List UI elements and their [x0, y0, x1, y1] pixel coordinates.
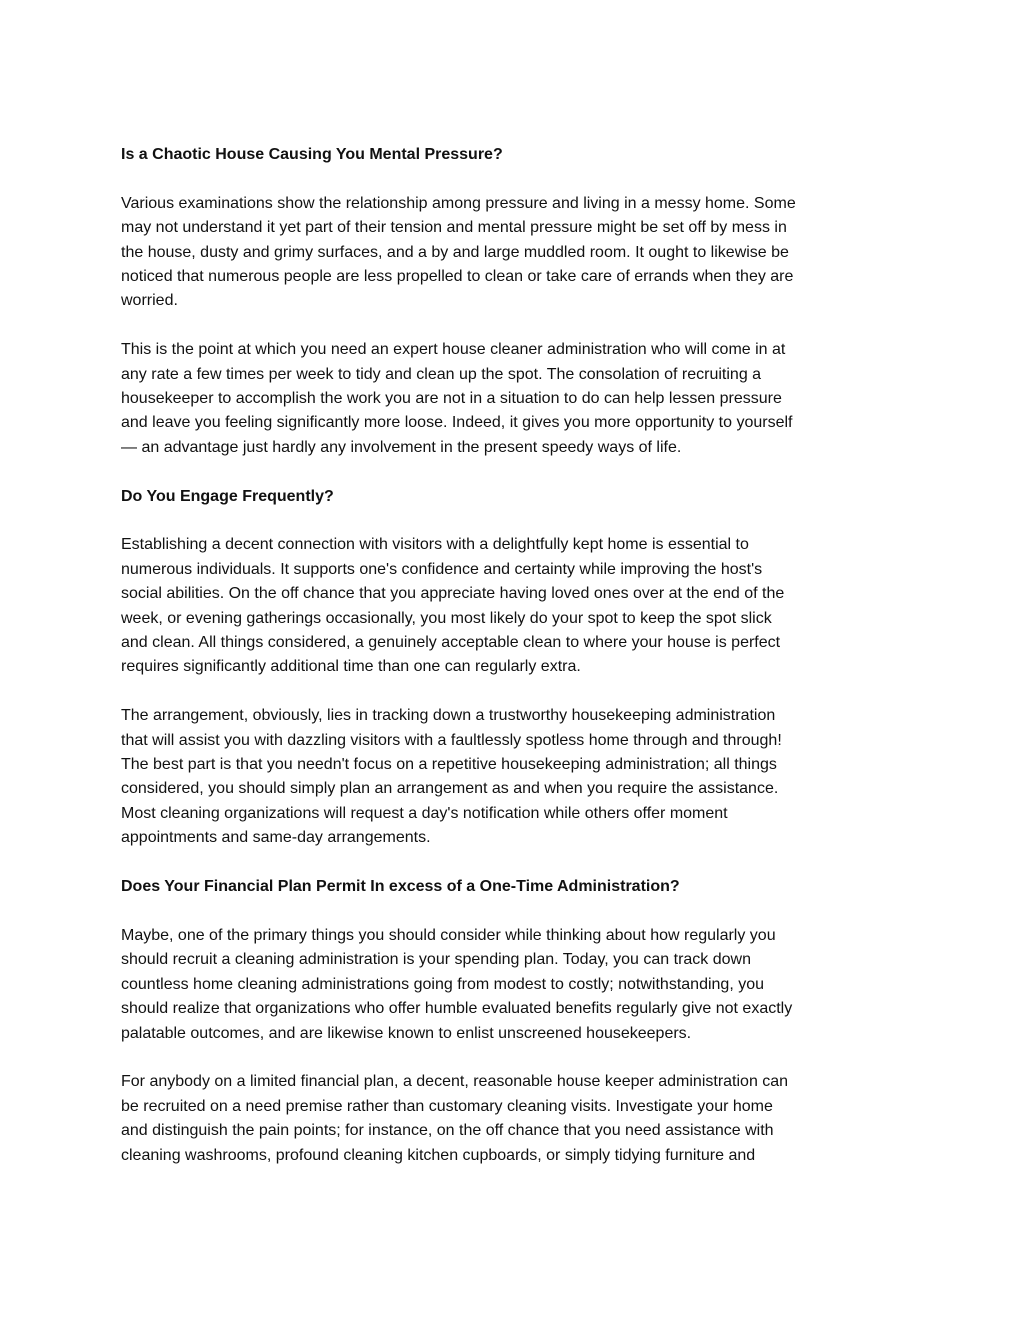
paragraph-line: the house, dusty and grimy surfaces, and a by and large muddled room. It ought to likewise be — [121, 243, 789, 261]
section-heading-chaotic-house — [121, 143, 911, 167]
section-heading-engage-frequently — [121, 485, 911, 509]
paragraph-line: that will assist you with dazzling visitors with a faultlessly spotless home through and through! — [121, 731, 782, 749]
paragraph-line: and leave you feeling significantly more loose. Indeed, it gives you more opportunity to yourself — [121, 414, 793, 432]
paragraph-spending-plan — [121, 924, 911, 1046]
heading-line: Is a Chaotic House Causing You Mental Pressure? — [121, 146, 503, 163]
paragraph-line: and distinguish the pain points; for instance, on the off chance that you need assistance with — [121, 1122, 774, 1140]
paragraph-line: week, or evening gatherings occasionally, you most likely do your spot to keep the spot slick — [121, 609, 772, 627]
heading-line: Do You Engage Frequently? — [121, 487, 334, 505]
paragraph-line: should recruit a cleaning administration is your spending plan. Today, you can track down — [121, 951, 751, 969]
paragraph-visitors-connection — [121, 533, 911, 679]
paragraph-line: social abilities. On the off chance that you appreciate having loved ones over at the end of the — [121, 585, 785, 603]
paragraph-line: be recruited on a need premise rather than customary cleaning visits. Investigate your home — [121, 1097, 773, 1115]
paragraph-line: considered, you should simply plan an arrangement as and when you require the assistance. — [121, 780, 779, 798]
paragraph-line: worried. — [121, 292, 178, 310]
paragraph-line: The arrangement, obviously, lies in tracking down a trustworthy housekeeping administration — [121, 707, 776, 725]
paragraph-line: any rate a few times per week to tidy and clean up the spot. The consolation of recruiting a — [121, 365, 762, 383]
paragraph-line: cleaning washrooms, profound cleaning kitchen cupboards, or simply tidying furniture and — [121, 1146, 756, 1164]
paragraph-line: Most cleaning organizations will request a day's notification while others offer moment — [121, 804, 728, 822]
paragraph-line: Establishing a decent connection with visitors with a delightfully kept home is essential to — [121, 536, 749, 554]
document-page — [121, 143, 911, 1192]
paragraph-line: The best part is that you needn't focus on a repetitive housekeeping administration; all things — [121, 756, 777, 774]
paragraph-line: housekeeper to accomplish the work you are not in a situation to do can help lessen pressure — [121, 390, 782, 408]
paragraph-line: noticed that numerous people are less propelled to clean or take care of errands when they are — [121, 268, 794, 286]
paragraph-line: palatable outcomes, and are likewise known to enlist unscreened housekeepers. — [121, 1024, 692, 1042]
paragraph-line: and clean. All things considered, a genuinely acceptable clean to where your house is perfect — [121, 634, 781, 652]
paragraph-line: For anybody on a limited financial plan, a decent, reasonable house keeper administration can — [121, 1073, 789, 1091]
paragraph-line: — an advantage just hardly any involvement in the present speedy ways of life. — [121, 438, 682, 456]
heading-line: Does Your Financial Plan Permit In excess of a One-Time Administration? — [121, 878, 680, 896]
paragraph-line: may not understand it yet part of their tension and mental pressure might be set off by mess in — [121, 219, 787, 237]
paragraph-expert-cleaner — [121, 338, 911, 460]
paragraph-line: numerous individuals. It supports one's confidence and certainty while improving the host's — [121, 560, 763, 578]
paragraph-messy-home-stress — [121, 192, 911, 314]
paragraph-line: should realize that organizations who offer humble evaluated benefits regularly give not exactly — [121, 1000, 793, 1018]
paragraph-line: Maybe, one of the primary things you should consider while thinking about how regularly you — [121, 926, 776, 944]
section-heading-financial-plan — [121, 875, 911, 899]
paragraph-limited-budget — [121, 1070, 911, 1168]
paragraph-trustworthy-housekeeping — [121, 704, 911, 850]
paragraph-line: appointments and same-day arrangements. — [121, 829, 431, 847]
paragraph-line: This is the point at which you need an expert house cleaner administration who will come in at — [121, 341, 786, 359]
paragraph-line: Various examinations show the relationship among pressure and living in a messy home. Some — [121, 194, 796, 212]
paragraph-line: countless home cleaning administrations going from modest to costly; notwithstanding, you — [121, 975, 765, 993]
paragraph-line: requires significantly additional time than one can regularly extra. — [121, 658, 581, 676]
